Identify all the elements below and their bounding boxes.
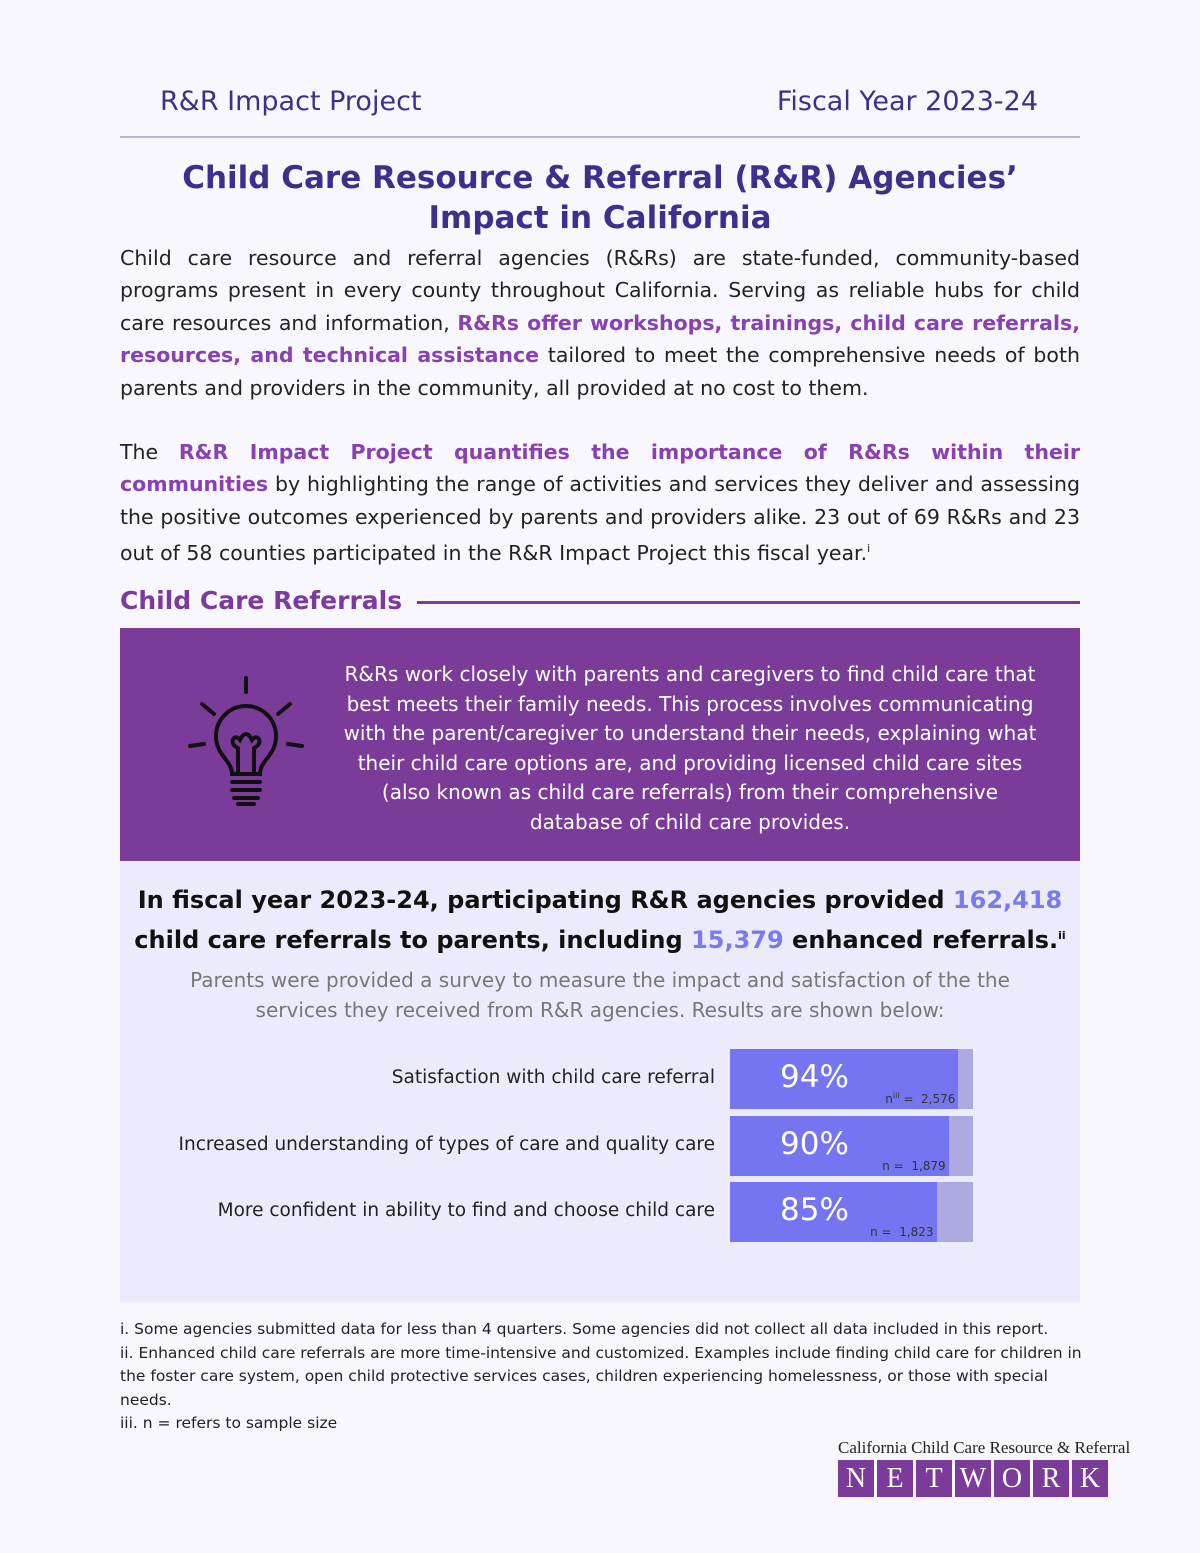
logo-letter: T bbox=[916, 1460, 952, 1497]
bar-label: Increased understanding of types of care and quality care bbox=[178, 1134, 715, 1155]
logo-letter: E bbox=[877, 1460, 913, 1497]
n-value: 1,823 bbox=[899, 1225, 934, 1239]
logo-letter: N bbox=[838, 1460, 874, 1497]
highlight-text: R&R Impact Project quantifies the importance of R&Rs within their communities bbox=[120, 440, 1080, 497]
bar-track bbox=[730, 1182, 973, 1242]
logo-letter: O bbox=[994, 1460, 1030, 1497]
header-divider bbox=[120, 136, 1080, 138]
lightbulb-icon bbox=[188, 674, 304, 814]
bar-value-label: 94% bbox=[780, 1059, 849, 1095]
network-logo bbox=[838, 1438, 1150, 1497]
survey-bar-row bbox=[120, 1049, 1080, 1109]
logo-letter: W bbox=[955, 1460, 991, 1497]
n-label: n bbox=[885, 1092, 893, 1106]
footnotes bbox=[120, 1318, 1090, 1436]
n-label: n bbox=[882, 1159, 890, 1173]
bar-label: More confident in ability to find and choose child care bbox=[217, 1200, 715, 1221]
text: by highlighting the range of activities and services they deliver and assessing the positive outcomes experienced by parents and providers alike. 23 out of 69 R&Rs and 23 out of 58 counties participated in the R&R Impact Project this fiscal year. bbox=[120, 472, 1080, 566]
bar-value-label: 85% bbox=[780, 1192, 849, 1228]
results-panel bbox=[120, 861, 1080, 1302]
referrals-highlight bbox=[120, 883, 1080, 958]
footnote-ref: ii bbox=[1058, 929, 1066, 942]
header-project: R&R Impact Project bbox=[160, 86, 422, 117]
bar-fill bbox=[730, 1116, 949, 1176]
survey-bar-row bbox=[120, 1182, 1080, 1242]
referrals-count: 162,418 bbox=[952, 886, 1063, 914]
title-line-1: Child Care Resource & Referral (R&R) Agencies’ bbox=[182, 160, 1018, 196]
sample-size-label: n = 1,879 bbox=[882, 1159, 946, 1173]
intro-paragraph-1 bbox=[120, 242, 1080, 404]
text: Child care resource and referral agencies (R&Rs) are state-funded, community-based programs present in every county throughout California. Serving as reliable hubs for child care resources and information, bbox=[120, 246, 1080, 335]
logo-letter: R bbox=[1033, 1460, 1069, 1497]
intro-paragraph-2 bbox=[120, 436, 1080, 569]
survey-bar-row bbox=[120, 1116, 1080, 1176]
n-label: n bbox=[870, 1225, 878, 1239]
bar-track bbox=[730, 1116, 973, 1176]
footnote: i. Some agencies submitted data for less than 4 quarters. Some agencies did not collect all data included in this report. bbox=[120, 1320, 1049, 1338]
section-divider bbox=[417, 601, 1080, 604]
bar-track bbox=[730, 1049, 973, 1109]
text: child care referrals to parents, including bbox=[134, 926, 692, 954]
n-value: 2,576 bbox=[921, 1092, 956, 1106]
bar-value-label: 90% bbox=[780, 1126, 849, 1162]
section-title: Child Care Referrals bbox=[120, 586, 403, 615]
sample-size-label: $n^{iii} = 2,576$ bbox=[885, 1091, 956, 1106]
survey-intro: Parents were provided a survey to measure the impact and satisfaction of the the services they received from R&R agencies. Results are shown below: bbox=[190, 968, 1010, 1022]
bar-label: Satisfaction with child care referral bbox=[391, 1067, 715, 1088]
title-line-2: Impact in California bbox=[428, 200, 772, 236]
logo-text: California Child Care Resource & Referral bbox=[838, 1438, 1131, 1457]
referral-description: R&Rs work closely with parents and caregivers to find child care that best meets their family needs. This process involves communicating with the parent/caregiver to understand their needs, explaining what their child care options are, and providing licensed child care sites (also known as child care referrals) from their comprehensive database of child care provides. bbox=[343, 662, 1037, 834]
page-title bbox=[120, 158, 1080, 238]
logo-letters bbox=[838, 1460, 1150, 1497]
text: enhanced referrals. bbox=[783, 926, 1059, 954]
bar-fill bbox=[730, 1182, 937, 1242]
logo-letter: K bbox=[1072, 1460, 1108, 1497]
referral-info-box bbox=[120, 628, 1080, 861]
footnote-ref: iii bbox=[892, 1091, 900, 1100]
bar-fill bbox=[730, 1049, 958, 1109]
n-value: 1,879 bbox=[911, 1159, 946, 1173]
enhanced-referrals-count: 15,379 bbox=[691, 926, 784, 954]
footnote: ii. Enhanced child care referrals are more time-intensive and customized. Examples include finding child care for children in the foster care system, open child protective services cases, children experiencing homelessness, or those with special needs. bbox=[120, 1343, 1082, 1409]
sample-size-label: n = 1,823 bbox=[870, 1225, 934, 1239]
footnote-ref: i bbox=[867, 542, 871, 556]
footnote: iii. n = refers to sample size bbox=[120, 1414, 338, 1432]
text: tailored to meet the comprehensive needs of both parents and providers in the community, all provided at no cost to them. bbox=[120, 343, 1080, 400]
header-fiscal-year: Fiscal Year 2023-24 bbox=[776, 86, 1038, 117]
text: In fiscal year 2023-24, participating R&R agencies provided bbox=[137, 886, 953, 914]
text: The bbox=[120, 440, 179, 464]
highlight-text: R&Rs offer workshops, trainings, child care referrals, resources, and technical assistance bbox=[120, 310, 1080, 368]
